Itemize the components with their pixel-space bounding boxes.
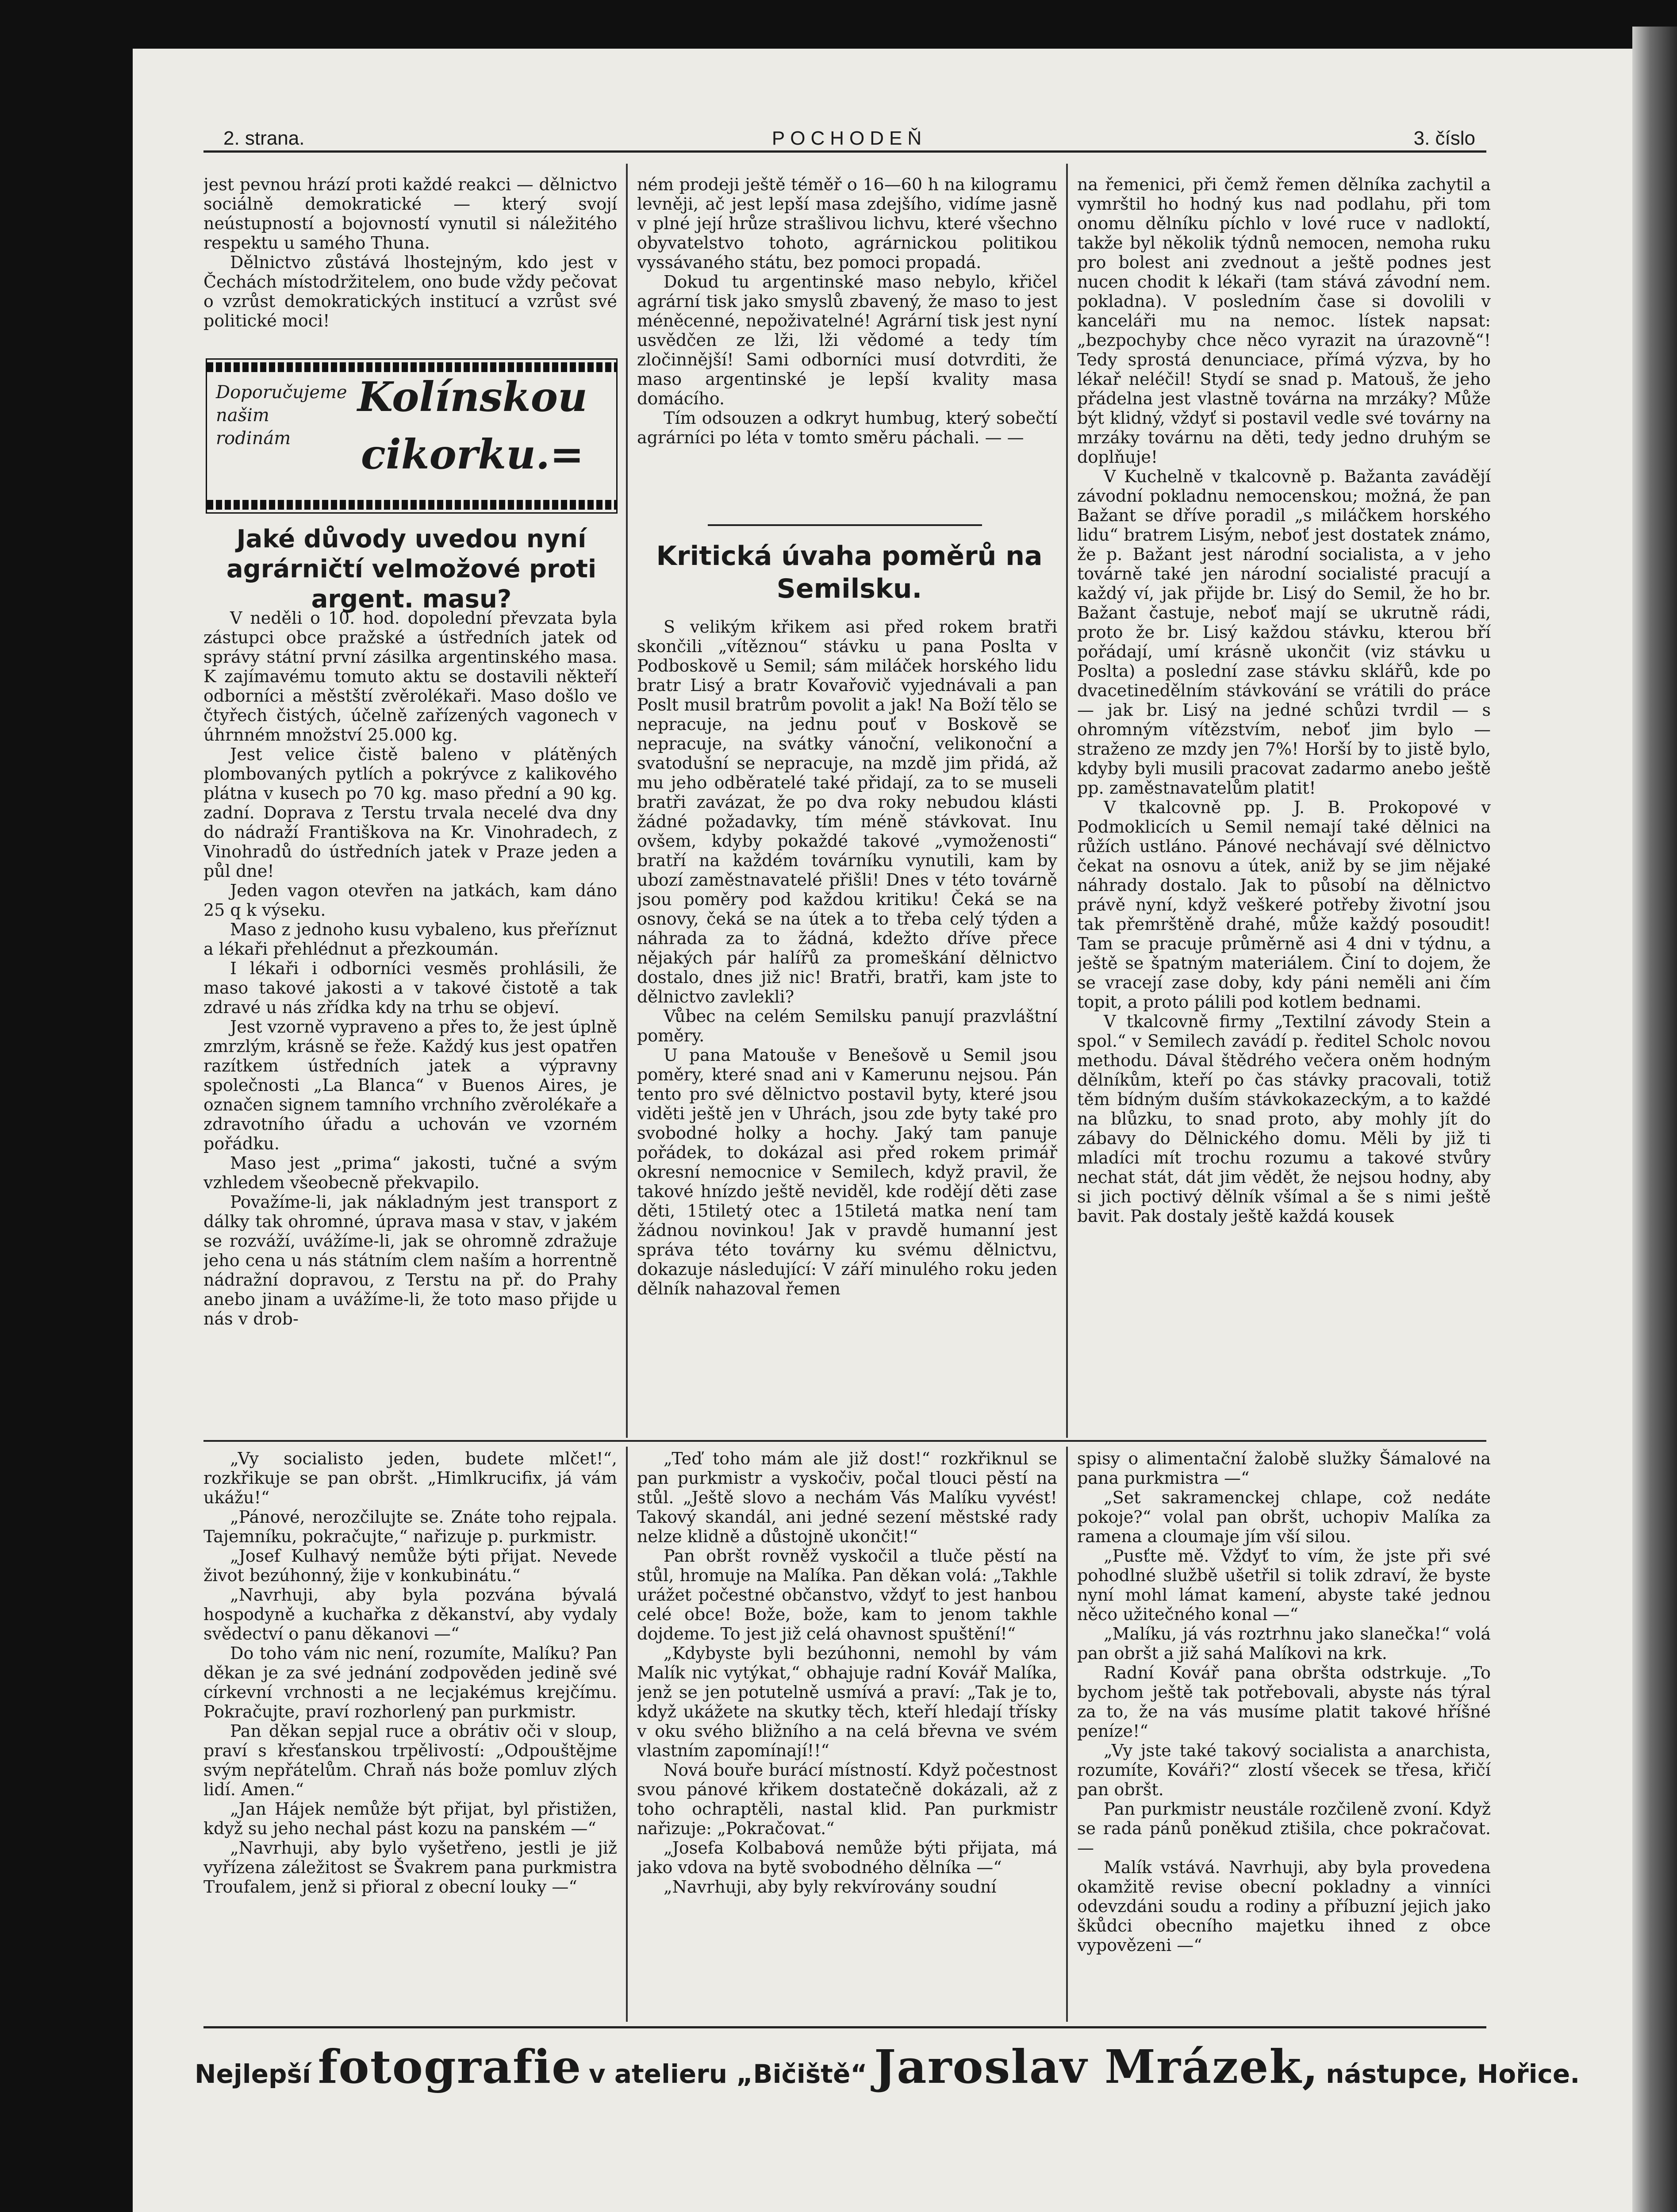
section-rule	[203, 1440, 1486, 1442]
column-1-top	[203, 175, 617, 352]
paragraph: „Navrhuji, aby byla pozvána bývalá hospodyně a kuchařka z děkanství, aby vydaly svědectví o panu děkanovi —“	[203, 1585, 617, 1644]
footer-rule	[203, 2026, 1486, 2028]
column-3-bottom	[1077, 1449, 1491, 2020]
paragraph: „Josef Kulhavý nemůže býti přijat. Nevede život bezúhonný, žije v konkubinátu.“	[203, 1546, 617, 1585]
paragraph: Pan obršt rovněž vyskočil a tluče pěstí na stůl, hromuje na Malíka. Pan děkan volá: „Takhle urážet počestné občanstvo, vždyť to jest hanbou celé obce! Bože, bože, kam to jenom takhle dojdeme. To jest již celá ohavnost spuštění!“	[637, 1546, 1057, 1644]
ad-word: v atelieru „Bičiště“	[588, 2059, 867, 2089]
paragraph: „Josefa Kolbabová nemůže býti přijata, má jako vdova na bytě svobodného dělníka —“	[637, 1838, 1057, 1877]
paragraph: Nová bouře burácí místností. Když počestnost svou pánové křikem dostatečně dokázali, až z toho ochraptěli, nastal klid. Pan purkmistr nařizuje: „Pokračovat.“	[637, 1760, 1057, 1838]
header-rule	[203, 150, 1486, 153]
column-rule	[1066, 1447, 1068, 2022]
headline-argentine-meat: Jaké důvody uvedou nyní agrárničtí velmožové proti argent. masu?	[226, 525, 597, 614]
column-3	[1077, 175, 1491, 1436]
column-2-article	[637, 617, 1057, 1436]
issue-number: 3. číslo	[1413, 127, 1475, 149]
paragraph: Maso z jednoho kusu vybaleno, kus přeříznut a lékaři přehlédnut a přezkoumán.	[203, 920, 617, 959]
paragraph: V tkalcovně firmy „Textilní závody Stein a spol.“ v Semilech zavádí p. ředitel Scholc novou methodu. Dával štědrého večera oněm hodným dělníkům, kteří po čas stávky pracovali, totiž těm bídným duším stávkokazeckým, a to každé na blůzku, to snad proto, aby mohly jít do zábavy do Dělnického domu. Měli by již ti mladíci mít trochu rozumu a takové stvůry nechat stát, dát jim vědět, že nejsou hodny, aby si jich poctivý dělník všímal a še s nimi ještě bavit. Pak dostaly ještě každá kousek	[1077, 1012, 1491, 1226]
paragraph: „Kdybyste byli bezúhonni, nemohl by vám Malík nic vytýkat,“ obhajuje radní Kovář Malíka, jenž se jen potutelně usmívá a praví: „Tak je to, když ukážete na skutky těch, kteří hledají třísky v oku svého bližního a na celá břevna ve svém vlastním zapomínají!!“	[637, 1644, 1057, 1760]
paragraph: V tkalcovně pp. J. B. Prokopové v Podmoklicích u Semil nemají také dělnici na růžích ustláno. Pánové nechávají své dělnictvo čekat na osnovu a útek, aniž by se jim nějaké náhrady dostalo. Jak to působí na dělnictvo právě nyní, když veškeré potřeby životní jsou tak přemrštěně drahé, může každý posoudit! Tam se pracuje průměrně asi 4 dni v týdnu, a ještě se špatným materiálem. Činí to dojem, že se vracejí zase doby, kdy páni neměli ani čím topit, a proto pálili pod kotlem bednami.	[1077, 798, 1491, 1012]
paragraph: na řemenici, při čemž řemen dělníka zachytil a vymrštil ho hodný kus nad podlahu, při tom onomu dělníku píchlo v lové ruce v nadloktí, takže byl několik týdnů nemocen, nemoha ruku pro bolest ani zvednout a ještě podnes jest nucen chodit k lékaři (tam stává závodní nem. pokladna). V posledním čase si dovolili v kanceláři mu na nemoc. lístek napsat: „bezpochyby chce něco vyrazit na úrazovně“! Tedy sprostá denunciace, přímá výzva, by ho lékař neléčil! Stydí se snad p. Matouš, že jeho přádelna jest vlastně továrna na mrzáky? Může být klidný, vždyť si postavil vedle své továrny na mrzáky továrnu na děti, tedy jedno druhým se doplňuje!	[1077, 175, 1491, 467]
column-rule	[1066, 164, 1068, 1438]
paragraph: U pana Matouše v Benešově u Semil jsou poměry, které snad ani v Kamerunu nejsou. Pán tento pro své dělnictvo postavil byty, které jsou viděti ještě jen v Uhrách, jsou zde byty také pro svobodné holky a hochy. Jaký tam panuje pořádek, to dokázal asi před rokem primář okresní nemocnice v Semilech, když pravil, že takové hnízdo ještě neviděl, kde rodějí děti zase děti, 15tiletý otec a 15tiletá matka není tam žádnou novinkou! Jak v pravdě humanní jest správa této továrny ku svému dělnictvu, dokazuje následující: V září minulého roku jeden dělník nahazoval řemen	[637, 1045, 1057, 1298]
paragraph: spisy o alimentační žalobě služky Šámalové na pana purkmistra —“	[1077, 1449, 1491, 1488]
ad-word: fotografie	[318, 2039, 582, 2094]
paragraph: „Navrhuji, aby byly rekvírovány soudní	[664, 1877, 997, 1897]
ad-word: Jaroslav Mrázek,	[874, 2039, 1319, 2094]
ad-border-bottom	[207, 500, 616, 510]
paragraph: Jest velice čistě baleno v plátěných plombovaných pytlích a pokrývce z kalikového plátna v kusech po 70 kg. maso přední a 90 kg. zadní. Doprava z Terstu trvala necelé dva dny do nádraží Františkova na Kr. Vinohradech, z Vinohradů do ústředních jatek v Praze jeden a půl dne!	[203, 745, 617, 881]
paragraph: S velikým křikem asi před rokem bratři skončili „vítěznou“ stávku u pana Poslta v Podboskově u Semil; sám miláček horského lidu bratr Lisý a bratr Kovařovič vyjednávali a pan Poslt musil bratrům povolit a jak! Na Boží tělo se nepracuje, na jednu pouť v Boskově se nepracuje, na svátky vánoční, velikonoční a svatodušní se nepracuje, na mzdě jim přidá, až mu jeho odběratelé také přidají, za to se museli bratři zavázat, že po dva roky nebudou klásti žádné požadavky, tím méně stávkovat. Inu ovšem, kdyby pokaždé takové „vymoženosti“ bratří na každém továrníku vynutili, kam by ubozí zaměstnavatelé přišli! Dnes v této továrně jsou poměry pod každou kritiku! Čeká se na osnovy, čeká se na útek a to třeba celý týden a náhrada za to žádná, kdežto dříve přece nějakých pár halířů za promeškání dělnictvo dostalo, dnes již nic! Bratři, bratři, kam jste to dělnictvo zavlekli?	[637, 617, 1057, 1006]
paragraph: „Pusťte mě. Vždyť to vím, že jste při své pohodlné službě ušetřil si tolik zdraví, že byste nyní mohl lámat kamení, abyste také jednou něco užitečného konal —“	[1077, 1546, 1491, 1624]
paragraph: „Vy jste také takový socialista a anarchista, rozumíte, Kováři?“ zlostí všecek se třesa, křičí pan obršt.	[1077, 1741, 1491, 1799]
paragraph: V neděli o 10. hod. dopolední převzata byla zástupci obce pražské a ústředních jatek od správy státní první zásilka argentinského masa. K zajímavému tomuto aktu se dostavili někteří odborníci a městští zvěrolékaři. Maso došlo ve čtyřech čistých, účelně zařízených vagonech v úhrnném množství 25.000 kg.	[203, 608, 617, 745]
ad-word: Nejlepší	[195, 2059, 311, 2089]
paragraph: „Vy socialisto jeden, budete mlčet!“, rozkřikuje se pan obršt. „Himlkrucifix, já vám ukážu!“	[203, 1449, 617, 1507]
scan-edge	[1632, 27, 1677, 2212]
ad-line-1: Kolínskou	[357, 373, 587, 421]
headline-semilsko: Kritická úvaha poměrů na Semilsku.	[656, 541, 1043, 604]
paragraph: Maso jest „prima“ jakosti, tučné a svým vzhledem všeobecně překvapilo.	[203, 1153, 617, 1192]
paragraph: Pan děkan sepjal ruce a obrátiv oči v sloup, praví s křesťanskou trpělivostí: „Odpouštějme svým nepřátelům. Chraň nás bože pomluv zlých lidí. Amen.“	[203, 1721, 617, 1799]
column-1-bottom	[203, 1449, 617, 2020]
paragraph: I lékaři i odborníci vesměs prohlásili, že maso takové jakosti a v takové čistotě a tak zdravé u nás zřídka kdy na trhu se objeví.	[203, 959, 617, 1017]
column-rule	[626, 1447, 628, 2022]
paragraph: „Pánové, nerozčilujte se. Znáte toho rejpala. Tajemníku, pokračujte,“ nařizuje p. purkmistr.	[203, 1507, 617, 1546]
column-2-bottom	[637, 1449, 1057, 2020]
paragraph: jest pevnou hrází proti každé reakci — dělnictvo sociálně demokratické — který svojí neústupností a bojovností vynutil si náležitého respektu u samého Thuna.	[203, 175, 617, 253]
paragraph: Dokud tu argentinské maso nebylo, křičel agrární tisk jako smyslů zbavený, že maso to jest méněcenné, nepoživatelné! Agrární tisk jest nyní usvědčen ze lži, lži vědomé a tedy tím zločinnější! Sami odborníci musí dotvrditi, že maso argentinské je lepší kvality masa domácího.	[637, 272, 1057, 408]
column-1-article	[203, 608, 617, 1436]
article-separator	[708, 524, 982, 526]
photographer-advertisement	[195, 2039, 1580, 2101]
chicory-advertisement	[206, 358, 618, 514]
paragraph: Tím odsouzen a odkryt humbug, který sobečtí agrárníci po léta v tomto směru páchali. — —	[637, 408, 1057, 447]
column-rule	[626, 164, 628, 1438]
paragraph: Jest vzorně vypraveno a přes to, že jest úplně zmrzlým, krásně se řeže. Každý kus jest opatřen razítkem ústředních jatek a výpravny společnosti „La Blanca“ v Buenos Aires, je označen signem tamního vrchního zvěrolékaře a zdravotního úřadu a uchován ve vzorném pořádku.	[203, 1017, 617, 1153]
paragraph: Vůbec na celém Semilsku panují prazvláštní poměry.	[637, 1006, 1057, 1045]
paragraph: „Jan Hájek nemůže být přijat, byl přistižen, když su jeho nechal pást kozu na panském —“	[203, 1799, 617, 1838]
paragraph: Pan purkmistr neustále rozčileně zvoní. Když se rada pánů poněkud ztišila, chce pokračovat. —	[1077, 1799, 1491, 1858]
paragraph: Dělnictvo zůstává lhostejným, kdo jest v Čechách místodržitelem, ono bude vždy pečovat o vzrůst demokratických institucí a vzrůst své politické moci!	[203, 253, 617, 330]
column-2-top	[637, 175, 1057, 520]
paragraph: „Navrhuji, aby bylo vyšetřeno, jestli je již vyřízena záležitost se Švakrem pana purkmistra Troufalem, jenž si přioral z obecní louky —“	[203, 1838, 617, 1897]
paragraph: Jeden vagon otevřen na jatkách, kam dáno 25 q k výseku.	[203, 881, 617, 920]
paragraph: „Malíku, já vás roztrhnu jako slanečka!“ volá pan obršt a již sahá Malíkovi na krk.	[1077, 1624, 1491, 1663]
ad-word: nástupce, Hořice.	[1326, 2059, 1580, 2089]
ad-small-text: Doporučujeme našim rodinám	[216, 382, 347, 449]
paragraph: Považíme-li, jak nákladným jest transport z dálky tak ohromné, úprava masa v stav, v jakém se rozváží, uvážíme-li, jak se ohromně zdražuje jeho cena u nás státním clem naším a horrentně nádražní dopravou, z Terstu na př. do Prahy anebo jinam a uvážíme-li, že toto maso přijde u nás v drob-	[203, 1192, 617, 1329]
page-number: 2. strana.	[223, 127, 305, 149]
page-header	[223, 127, 1475, 154]
paragraph: Do toho vám nic není, rozumíte, Malíku? Pan děkan je za své jednání zodpověden jedině své církevní vrchnosti a ne lecjakémus krejčímu. Pokračujte, praví rozhorlený pan purkmistr.	[203, 1644, 617, 1721]
paragraph: „Set sakramenckej chlape, což nedáte pokoje?“ volal pan obršt, uchopiv Malíka za ramena a cloumaje jím vší silou.	[1077, 1488, 1491, 1546]
paragraph: Malík vstává. Navrhuji, aby byla provedena okamžitě revise obecní pokladny a vinníci odevzdáni soudu a rodiny a příbuzní jejich jako škůdci obecního majetku ihned z obce vypovězeni —“	[1077, 1858, 1491, 1955]
newspaper-title: POCHODEŇ	[771, 127, 927, 149]
ad-line-2: cikorku.=	[361, 430, 584, 478]
paragraph: ném prodeji ještě téměř o 16—60 h na kilogramu levněji, ač jest lepší masa zdejšího, vidíme jasně v plné její hrůze strašlivou lichvu, které všechno obyvatelstvo tohoto, agrárnickou politikou vyssávaného státu, bez pomoci propadá.	[637, 175, 1057, 272]
paragraph: „Teď toho mám ale již dost!“ rozkřiknul se pan purkmistr a vyskočiv, počal tlouci pěstí na stůl. „Ještě slovo a nechám Vás Malíku vyvést! Takový skandál, ani jedné sezení městské rady nelze klidně a důstojně ukončit!“	[637, 1449, 1057, 1546]
paragraph: V Kuchelně v tkalcovně p. Bažanta zavádějí závodní pokladnu nemocenskou; možná, že pan Bažant se dříve poradil „s miláčkem horského lidu“ bratrem Lisým, neboť jest dostatek známo, že p. Bažant jest národní socialista, a v jeho továrně také jen národní socialisté pracují a každý ví, jak přijde br. Lisý do Semil, že ho br. Bažant častuje, neboť mají se ukrutně rádi, proto že br. Lisý každou stávku, kterou bří pořádají, umí krásně ukončit (viz stávku u Poslta) a poslední zase stávku sklářů, kde po dvacetinedělním stávkování se vrátili do práce — jak br. Lisý na jedné schůzi tvrdil — s ohromným vítězstvím, neboť jim bylo — straženo ze mzdy jen 7%! Horší by to jistě bylo, kdyby byli musili pracovat zadarmo anebo ještě pp. zaměstnavatelům platit!	[1077, 467, 1491, 798]
ad-border-top	[207, 362, 616, 372]
paragraph: Radní Kovář pana obršta odstrkuje. „To bychom ještě tak potřebovali, abyste nás týral za to, že na vás musíme platit takové hříšné peníze!“	[1077, 1663, 1491, 1741]
